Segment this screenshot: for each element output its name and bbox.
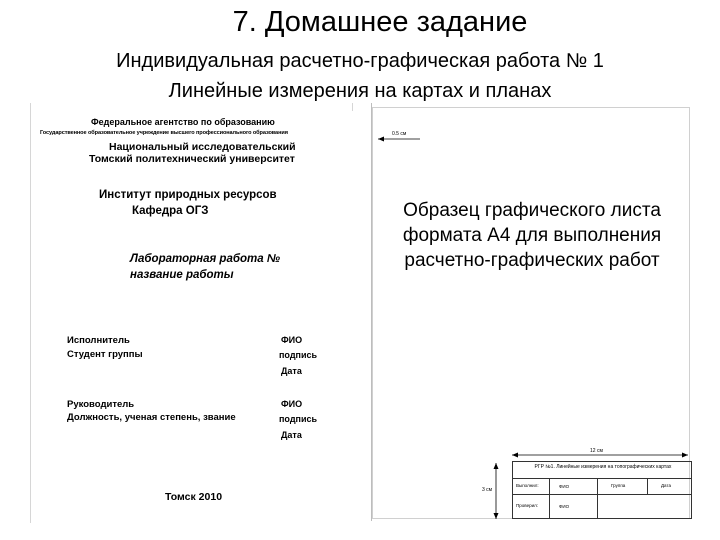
supervisor-fio: ФИО [281,399,303,409]
supervisor-signature: подпись [279,414,318,424]
stamp-row-divider-2 [513,494,691,495]
margin-arrow-head [378,137,384,142]
supervisor-label: Руководитель [67,399,135,410]
executor-label: Исполнитель [67,335,130,346]
stamp-group: Группа [611,483,626,488]
stamp-checked-fio: ФИО [559,504,570,509]
stamp-performed-fio: ФИО [559,484,570,489]
stamp-col-divider-1 [549,478,550,518]
university-line-2: Томский политехнический университет [89,153,295,165]
executor-date: Дата [281,366,302,376]
width-arrow-right-head [682,453,688,458]
width-label: 12 см [590,448,603,454]
page-edge-tick [352,103,353,111]
institution-type-text: Государственное образовательное учреждение высшего профессионального образования [40,130,288,136]
margin-label: 0.5 см [392,131,407,137]
university-line-1: Национальный исследовательский [109,141,296,153]
height-arrow-bottom-head [494,513,499,519]
subtitle-line-2: Линейные измерения на картах и планах [168,80,552,102]
work-name-text: название работы [130,269,234,281]
stamp-title: РГР №1. Линейные измерения на топографических картах [534,464,672,470]
stamp-date: Дата [661,483,671,488]
stamp-checked-label: Проверил: [516,503,538,508]
slide-title: 7. Домашнее задание [232,6,528,38]
institute-text: Институт природных ресурсов [99,189,277,201]
width-arrow-left-head [512,453,518,458]
lab-work-text: Лабораторная работа № [130,253,280,265]
department-text: Кафедра ОГЗ [132,205,209,217]
student-group-label: Студент группы [67,349,143,360]
dimension-arrows [372,103,690,521]
executor-fio: ФИО [281,335,303,345]
height-label: 3 см [482,487,493,493]
position-label: Должность, ученая степень, звание [67,412,236,423]
stamp-row-divider-1 [513,478,691,479]
a4-sheet-sample [371,103,690,521]
city-year-text: Томск 2010 [165,491,223,503]
title-block-stamp [512,461,692,519]
supervisor-date: Дата [281,430,302,440]
stamp-col-divider-2 [597,478,598,518]
agency-text: Федеральное агентство по образованию [91,117,275,127]
stamp-performed-label: Выполнил: [516,483,539,488]
height-arrow-top-head [494,463,499,469]
stamp-col-divider-3 [647,478,648,494]
title-page-sample [30,103,353,523]
sheet-caption: Образец графического листа формата А4 для выполнения расчетно-графических работ [402,200,662,271]
subtitle-line-1: Индивидуальная расчетно-графическая работа № 1 [116,50,604,72]
executor-signature: подпись [279,350,318,360]
